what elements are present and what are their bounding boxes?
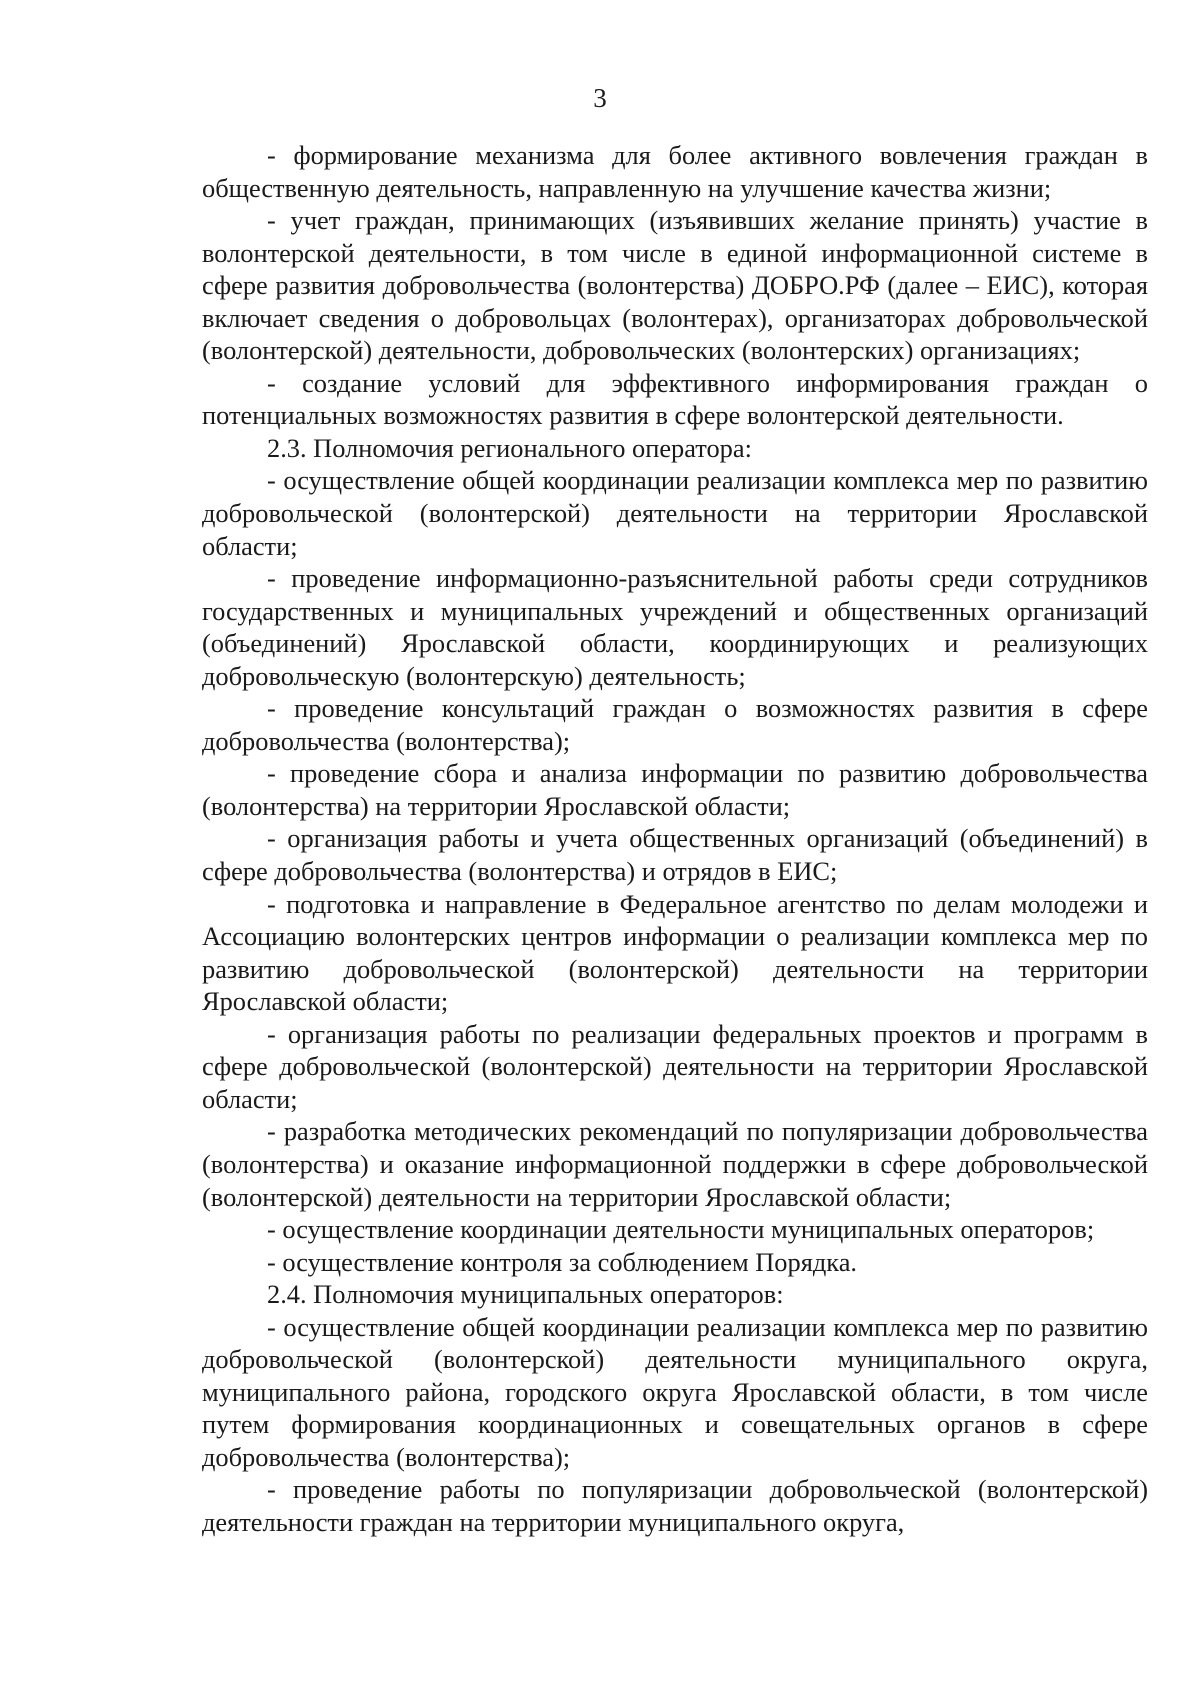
paragraph: - организация работы и учета общественных организаций (объединений) в сфере добровольчества (волонтерства) и отрядов в ЕИС;: [202, 823, 1148, 887]
paragraph: - создание условий для эффективного информирования граждан о потенциальных возможностях развития в сфере волонтерской деятельности.: [202, 367, 1148, 431]
paragraph: - осуществление общей координации реализации комплекса мер по развитию добровольческой (волонтерской) деятельности муниципального округа, муниципального района, городского округа Ярославской области, в том числе путем формирования координационных и совещательных органов в сфере добровольчества (волонтерства);: [202, 1311, 1148, 1472]
section-heading: 2.3. Полномочия регионального оператора:: [267, 432, 752, 463]
paragraph: - осуществление контроля за соблюдением Порядка.: [267, 1246, 857, 1277]
document-body: [202, 139, 1148, 1539]
paragraph: - разработка методических рекомендаций по популяризации добровольчества (волонтерства) и оказание информационной поддержки в сфере добровольческой (волонтерской) деятельности на территории Ярославской области;: [202, 1116, 1148, 1212]
paragraph: - подготовка и направление в Федеральное агентство по делам молодежи и Ассоциацию волонтерских центров информации о реализации комплекса мер по развитию добровольческой (волонтерской) деятельности на территории Ярославской области;: [202, 888, 1148, 1017]
paragraph: - проведение работы по популяризации добровольческой (волонтерской) деятельности граждан на территории муниципального округа,: [202, 1474, 1148, 1537]
section-heading: 2.4. Полномочия муниципальных операторов:: [267, 1279, 784, 1310]
paragraph: - осуществление общей координации реализации комплекса мер по развитию добровольческой (волонтерской) деятельности на территории Ярославской области;: [202, 465, 1148, 561]
paragraph: - проведение консультаций граждан о возможностях развития в сфере добровольчества (волонтерства);: [202, 693, 1148, 756]
paragraph: - осуществление координации деятельности муниципальных операторов;: [267, 1214, 1095, 1245]
paragraph: - проведение сбора и анализа информации по развитию добровольчества (волонтерства) на территории Ярославской области;: [202, 758, 1148, 821]
paragraph: - проведение информационно-разъяснительной работы среди сотрудников государственных и муниципальных учреждений и общественных организаций (объединений) Ярославской области, координирующих и реализующих добровольческую (волонтерскую) деятельность;: [202, 563, 1148, 691]
page-number: 3: [593, 83, 607, 113]
paragraph: - организация работы по реализации федеральных проектов и программ в сфере добровольческой (волонтерской) деятельности на территории Ярославской области;: [202, 1018, 1148, 1114]
paragraph: - формирование механизма для более активного вовлечения граждан в общественную деятельность, направленную на улучшение качества жизни;: [202, 140, 1148, 203]
paragraph: - учет граждан, принимающих (изъявивших желание принять) участие в волонтерской деятельности, в том числе в единой информационной системе в сфере развития добровольчества (волонтерства) ДОБРО.РФ (далее – ЕИС), которая включает сведения о добровольцах (волонтерах), организаторах добровольческой (волонтерской) деятельности, добровольческих (волонтерских) организациях;: [202, 205, 1148, 366]
